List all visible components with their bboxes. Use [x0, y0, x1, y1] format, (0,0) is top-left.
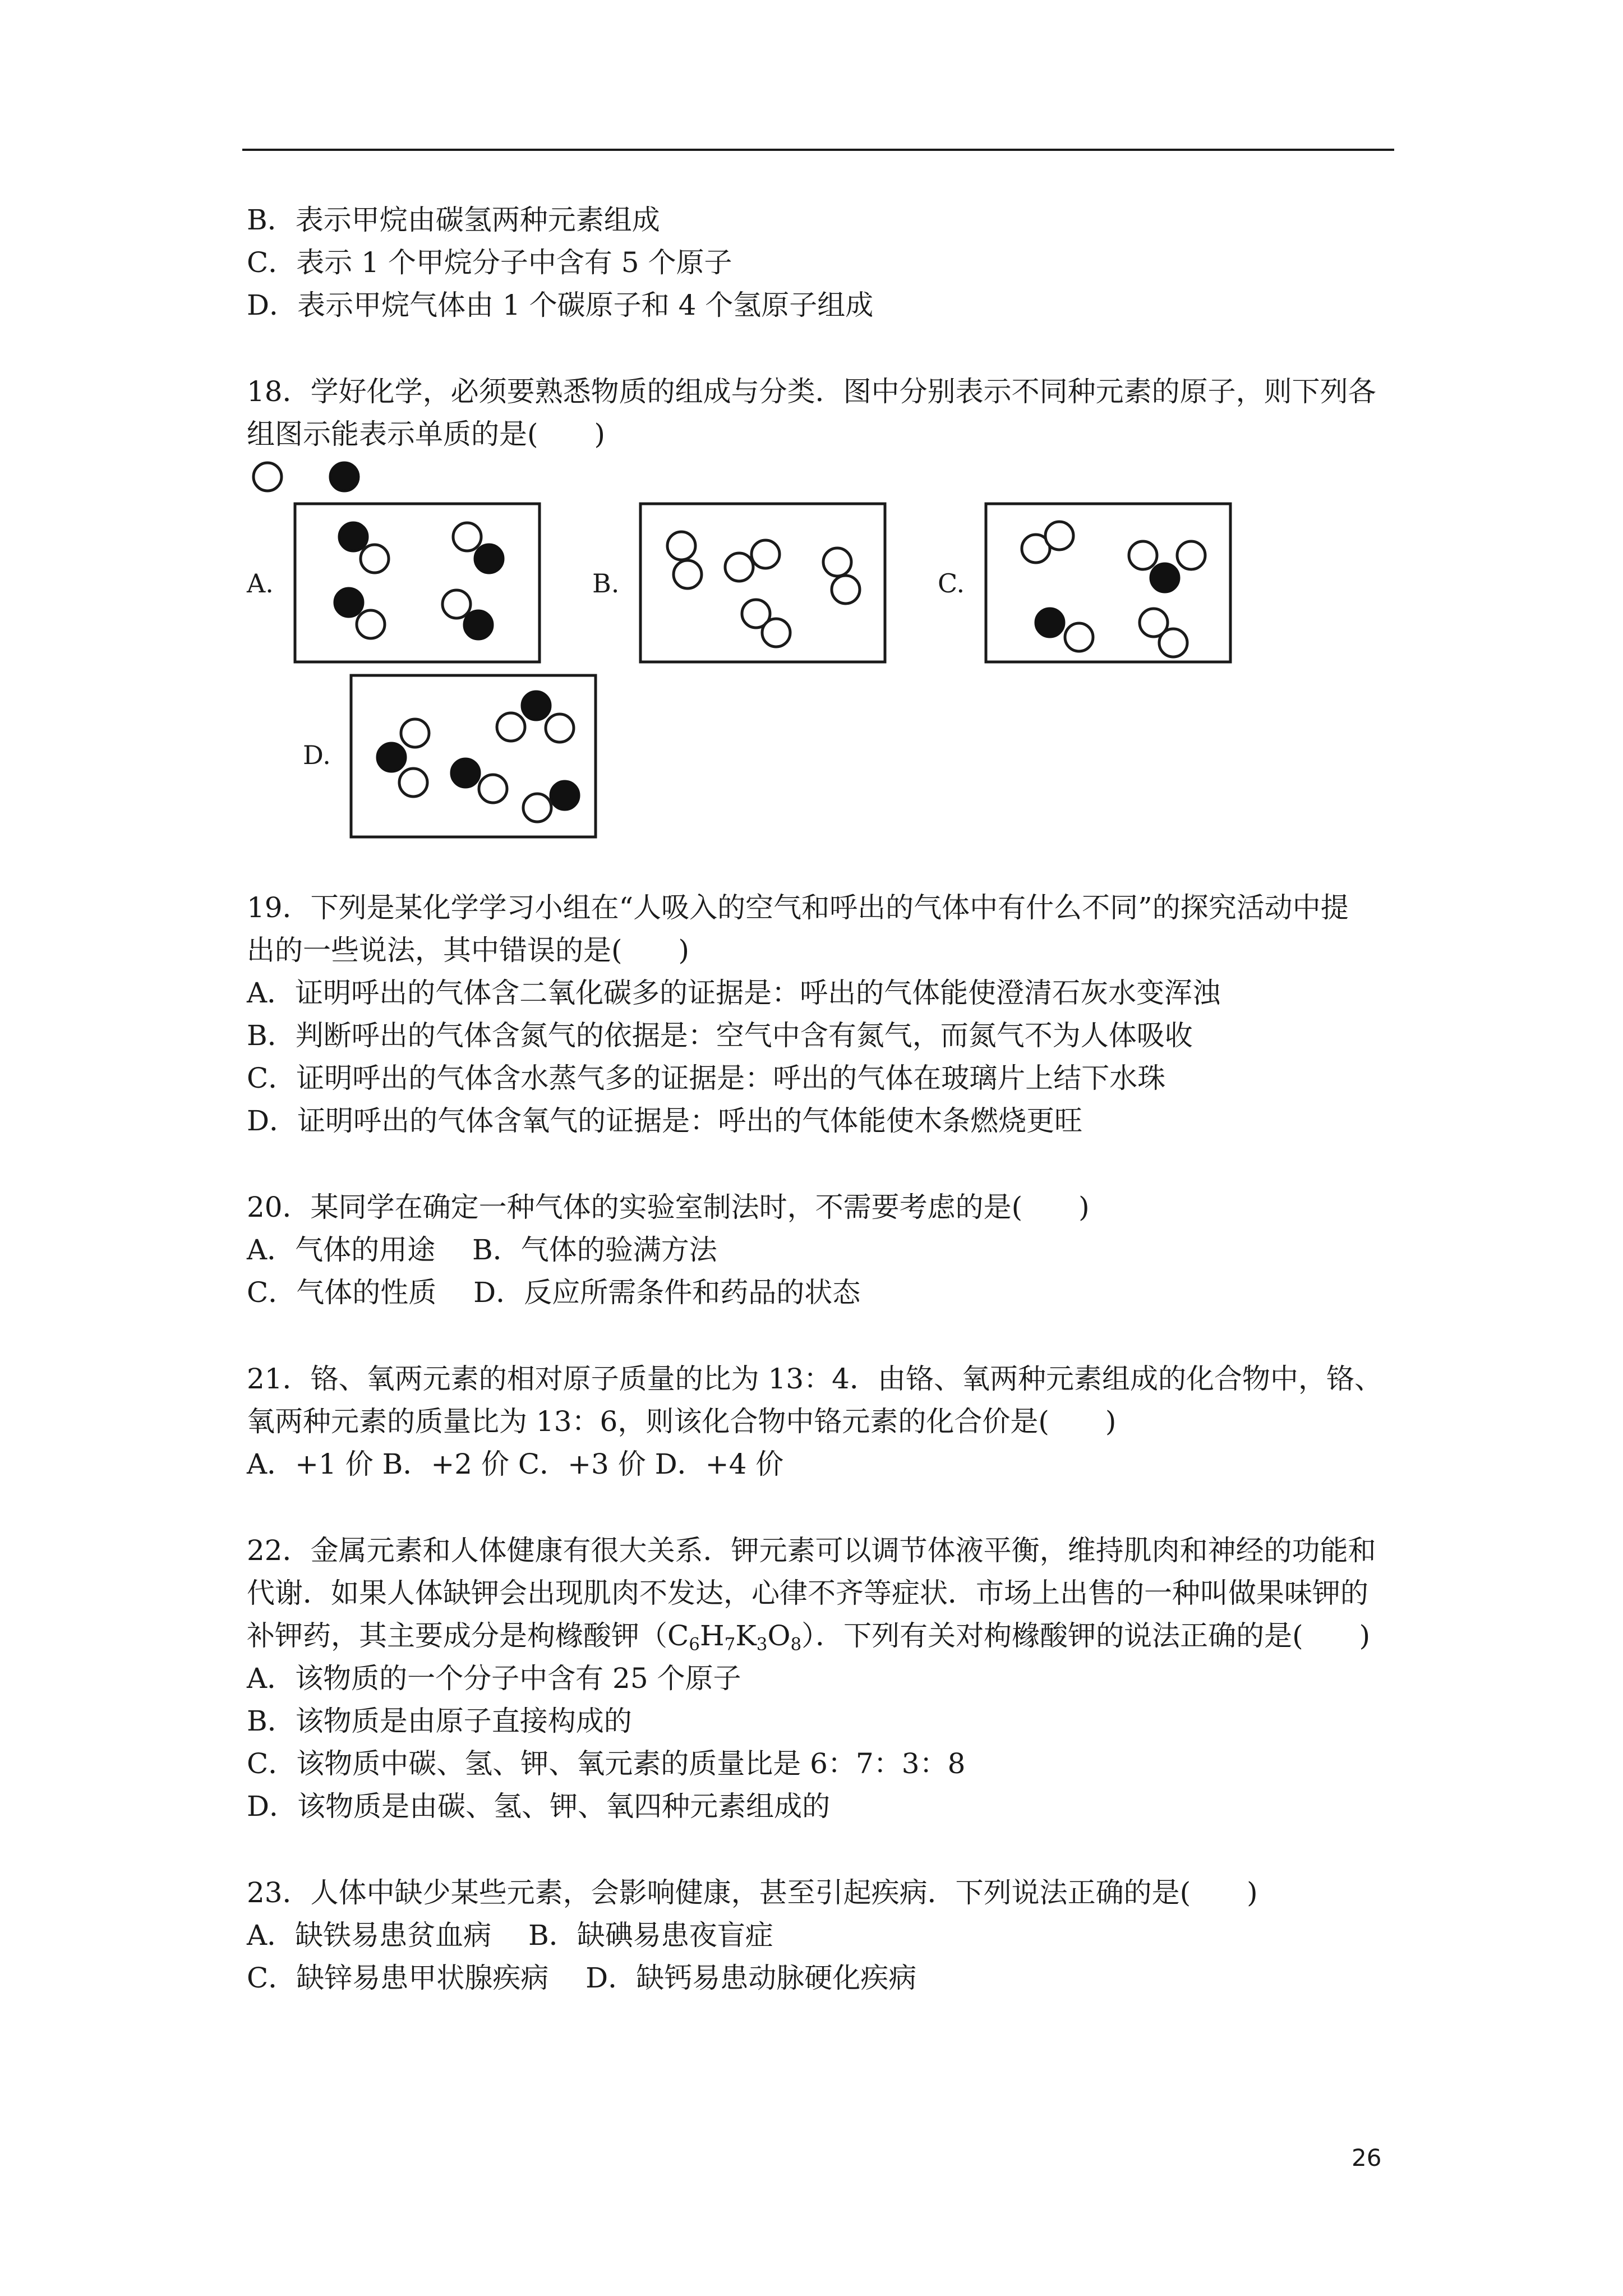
q19-option-a: A．证明呼出的气体含二氧化碳多的证据是：呼出的气体能使澄清石灰水变浑浊: [247, 977, 1221, 1009]
q18-label-d: D.: [303, 740, 331, 770]
q23-options-ab: A．缺铁易患贫血病 B．缺碘易患夜盲症: [247, 1919, 773, 1952]
q22-option-d: D．该物质是由碳、氢、钾、氧四种元素组成的: [247, 1790, 831, 1823]
q19-stem-line1: 19．下列是某化学学习小组在“人吸入的空气和呼出的气体中有什么不同”的探究活动中提: [247, 891, 1349, 924]
q21-options: A．+1 价 B．+2 价 C．+3 价 D．+4 价: [247, 1448, 784, 1480]
q21-stem-line2: 氧两种元素的质量比为 13：6，则该化合物中铬元素的化合价是( ): [247, 1405, 1117, 1438]
q19-stem-line2: 出的一些说法，其中错误的是( ): [247, 934, 690, 967]
q18-stem-line1: 18．学好化学，必须要熟悉物质的组成与分类．图中分别表示不同种元素的原子，则下列各: [247, 375, 1376, 408]
q18-figure-b: [640, 504, 885, 662]
q17-option-c: C．表示 1 个甲烷分子中含有 5 个原子: [247, 246, 732, 279]
q22-stem-line2: 代谢．如果人体缺钾会出现肌肉不发达，心律不齐等症状．市场上出售的一种叫做果味钾的: [247, 1577, 1368, 1609]
q22-stem-line3: 补钾药，其主要成分是枸橼酸钾$(C_6H_7K_3O_8)$．下列有关对枸橼酸钾的说法正确的是( ): [247, 1619, 1371, 1655]
q19-option-d: D．证明呼出的气体含氧气的证据是：呼出的气体能使木条燃烧更旺: [247, 1105, 1083, 1137]
q22-option-b: B．该物质是由原子直接构成的: [247, 1705, 632, 1737]
q21-stem-line1: 21．铬、氧两元素的相对原子质量的比为 13：4．由铬、氧两种元素组成的化合物中，铬、: [247, 1363, 1382, 1395]
q20-stem: 20．某同学在确定一种气体的实验室制法时，不需要考虑的是( ): [247, 1191, 1090, 1223]
q18-label-c: C.: [938, 568, 965, 599]
q22-option-a: A．该物质的一个分子中含有 25 个原子: [247, 1662, 741, 1695]
page-number: 26: [1352, 2144, 1382, 2171]
legend-black-atom: [330, 463, 358, 491]
q18-figure-a: [295, 504, 540, 662]
q18-figure-c: [986, 504, 1230, 662]
q22-option-c: C．该物质中碳、氢、钾、氧元素的质量比是 6：7：3：8: [247, 1747, 966, 1780]
q19-option-b: B．判断呼出的气体含氮气的依据是：空气中含有氮气，而氮气不为人体吸收: [247, 1019, 1193, 1052]
q17-option-b: B．表示甲烷由碳氢两种元素组成: [247, 204, 660, 236]
q18-stem-line2: 组图示能表示单质的是( ): [247, 418, 606, 450]
q23-options-cd: C．缺锌易患甲状腺疾病 D．缺钙易患动脉硬化疾病: [247, 1962, 917, 1994]
legend-white-atom: [253, 463, 282, 491]
q18-figure-d: [351, 675, 596, 837]
q18-label-b: B.: [592, 568, 620, 599]
q22-stem-line1: 22．金属元素和人体健康有很大关系．钾元素可以调节体液平衡，维持肌肉和神经的功能和: [247, 1534, 1376, 1567]
q18-label-a: A.: [247, 568, 274, 599]
q20-options-ab: A．气体的用途 B．气体的验满方法: [247, 1234, 717, 1266]
q20-options-cd: C．气体的性质 D．反应所需条件和药品的状态: [247, 1276, 861, 1309]
q19-option-c: C．证明呼出的气体含水蒸气多的证据是：呼出的气体在玻璃片上结下水珠: [247, 1062, 1166, 1094]
q17-option-d: D．表示甲烷气体由 1 个碳原子和 4 个氢原子组成: [247, 289, 874, 321]
q23-stem: 23．人体中缺少某些元素，会影响健康，甚至引起疾病．下列说法正确的是( ): [247, 1876, 1258, 1909]
q18-molecule-figure: [0, 0, 1623, 898]
